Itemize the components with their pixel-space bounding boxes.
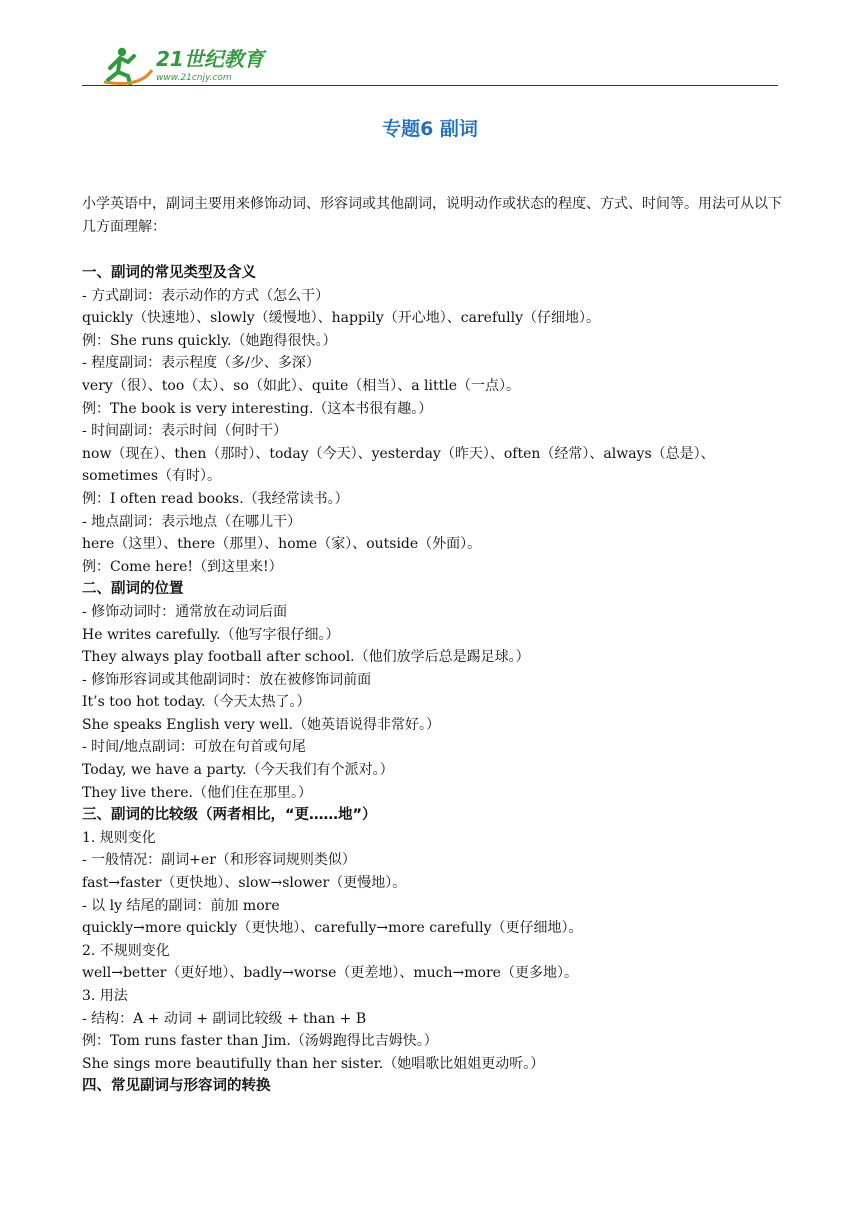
text-line: - 时间副词：表示时间（何时干）	[82, 423, 288, 440]
page-header	[82, 36, 778, 86]
text-line: - 修饰形容词或其他副词时：放在被修饰词前面	[82, 671, 372, 688]
text-line: They live there.（他们住在那里。）	[82, 784, 312, 801]
text-line: here（这里）、there（那里）、home（家）、outside（外面）。	[82, 536, 482, 553]
section-heading: 四、常见副词与形容词的转换	[82, 1078, 271, 1095]
text-line: - 地点副词：表示地点（在哪儿干）	[82, 513, 302, 530]
text-line: well→better（更好地）、badly→worse（更差地）、much→more（更多地）。	[82, 965, 578, 982]
text-line: - 方式副词：表示动作的方式（怎么干）	[82, 287, 330, 304]
header-rule	[82, 85, 778, 86]
text-line: 例：I often read books.（我经常读书。）	[82, 490, 349, 507]
text-line: - 结构：A + 动词 + 副词比较级 + than + B	[82, 1010, 367, 1027]
text-line: 例：The book is very interesting.（这本书很有趣。）	[82, 400, 433, 417]
logo-main: 21世纪教育	[156, 47, 264, 71]
text-line: 例：Tom runs faster than Jim.（汤姆跑得比吉姆快。）	[82, 1033, 438, 1050]
section-heading: 三、副词的比较级（两者相比，“更……地”）	[82, 807, 377, 824]
logo-sub: www.21cnjy.com	[156, 73, 232, 83]
runner-icon	[104, 48, 152, 84]
text-line: Today, we have a party.（今天我们有个派对。）	[82, 762, 394, 779]
text-line: - 修饰动词时：通常放在动词后面	[82, 603, 288, 620]
text-line: 3. 用法	[82, 988, 128, 1004]
content-body	[82, 262, 782, 1098]
text-line: 例：She runs quickly.（她跑得很快。）	[82, 332, 337, 349]
text-line: He writes carefully.（他写字很仔细。）	[82, 626, 340, 643]
text-line: fast→faster（更快地）、slow→slower（更慢地）。	[82, 875, 407, 892]
intro-paragraph: 小学英语中，副词主要用来修饰动词、形容词或其他副词，说明动作或状态的程度、方式、时间等。用法可从以下几方面理解：	[82, 196, 782, 235]
text-line: She sings more beautifully than her sister.（她唱歌比姐姐更动听。）	[82, 1055, 545, 1072]
section-heading: 二、副词的位置	[82, 581, 184, 598]
text-line: now（现在）、then（那时）、today（今天）、yesterday（昨天）、often（经常）、always（总是）、sometimes（有时）。	[82, 445, 715, 485]
text-line: They always play football after school.（他们放学后总是踢足球。）	[82, 649, 530, 666]
text-line: - 一般情况：副词+er（和形容词规则类似）	[82, 852, 356, 869]
section-heading: 一、副词的常见类型及含义	[82, 265, 256, 281]
text-line: She speaks English very well.（她英语说得非常好。）	[82, 716, 440, 733]
text-line: - 以 ly 结尾的副词：前加 more	[82, 897, 280, 914]
text-line: - 时间/地点副词：可放在句首或句尾	[82, 739, 306, 756]
page-title: 专题6 副词	[382, 118, 478, 140]
text-line: 例：Come here!（到这里来!）	[82, 558, 283, 575]
text-line: quickly→more quickly（更快地）、carefully→more carefully（更仔细地）。	[82, 920, 583, 937]
text-line: 2. 不规则变化	[82, 942, 170, 959]
text-line: - 程度副词：表示程度（多/少、多深）	[82, 355, 320, 372]
text-line: It’s too hot today.（今天太热了。）	[82, 694, 311, 711]
text-line: very（很）、too（太）、so（如此）、quite（相当）、a little（一点）。	[82, 377, 521, 394]
text-line: 1. 规则变化	[82, 829, 156, 846]
logo	[100, 42, 300, 86]
text-line: quickly（快速地）、slowly（缓慢地）、happily（开心地）、carefully（仔细地）。	[82, 310, 601, 327]
